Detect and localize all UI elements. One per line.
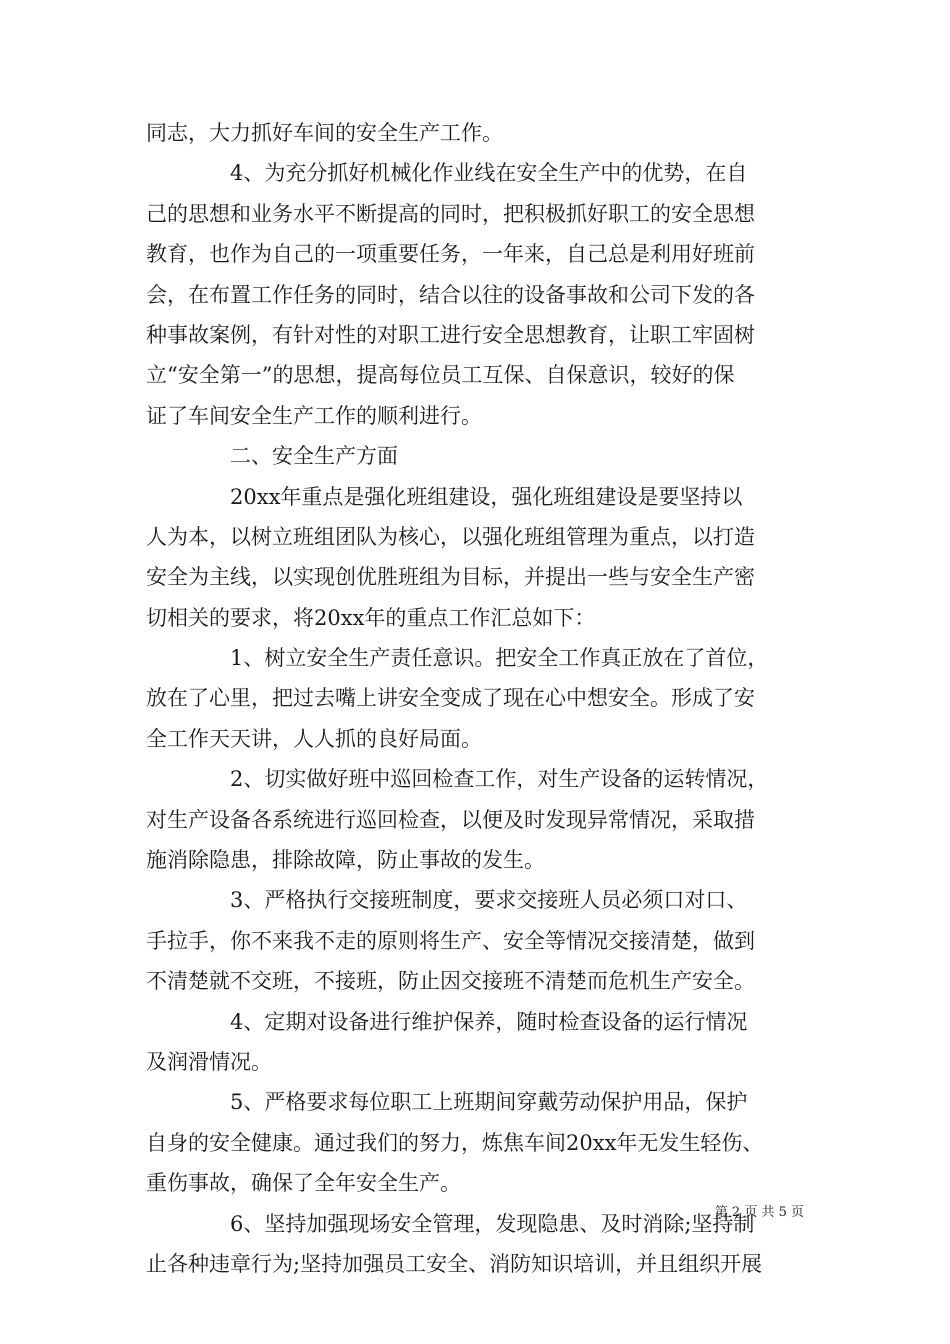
text-line: 种事故案例，有针对性的对职工进行安全思想教育，让职工牢固树 bbox=[146, 322, 755, 347]
text-line: 证了车间安全生产工作的顺利进行。 bbox=[146, 403, 482, 428]
text-line: 同志，大力抓好车间的安全生产工作。 bbox=[146, 121, 503, 145]
page-number-footer: 第 2 页 共 5 页 bbox=[714, 1205, 804, 1220]
text-line: 二、安全生产方面 bbox=[146, 444, 398, 469]
text-line: 1、树立安全生产责任意识。把安全工作真正放在了首位， bbox=[146, 646, 769, 671]
text-line: 5、严格要求每位职工上班期间穿戴劳动保护用品，保护 bbox=[146, 1090, 748, 1115]
text-line: 自身的安全健康。通过我们的努力，炼焦车间20xx年无发生轻伤、 bbox=[146, 1130, 764, 1155]
text-line: 不清楚就不交班，不接班，防止因交接班不清楚而危机生产安全。 bbox=[146, 969, 755, 994]
text-line: 施消除隐患，排除故障，防止事故的发生。 bbox=[146, 848, 545, 873]
text-line: 4、为充分抓好机械化作业线在安全生产中的优势，在自 bbox=[146, 161, 748, 186]
text-line: 6、坚持加强现场安全管理，发现隐患、及时消除;坚持制 bbox=[146, 1211, 755, 1236]
text-line: 4、定期对设备进行维护保养，随时检查设备的运行情况 bbox=[146, 1009, 748, 1034]
text-line: 安全为主线，以实现创优胜班组为目标，并提出一些与安全生产密 bbox=[146, 565, 755, 590]
text-line: 3、严格执行交接班制度，要求交接班人员必须口对口、 bbox=[146, 888, 748, 913]
text-line: 立“安全第一”的思想，提高每位员工互保、自保意识，较好的保 bbox=[146, 363, 735, 388]
text-line: 手拉手，你不来我不走的原则将生产、安全等情况交接清楚，做到 bbox=[146, 928, 755, 953]
text-line: 止各种违章行为;坚持加强员工安全、消防知识培训，并且组织开展 bbox=[146, 1251, 763, 1276]
text-line: 切相关的要求，将20xx年的重点工作汇总如下： bbox=[146, 605, 596, 630]
text-line: 2、切实做好班中巡回检查工作，对生产设备的运转情况， bbox=[146, 767, 769, 792]
text-line: 重伤事故，确保了全年安全生产。 bbox=[146, 1171, 461, 1196]
text-line: 20xx年重点是强化班组建设，强化班组建设是要坚持以 bbox=[146, 484, 743, 509]
text-line: 放在了心里，把过去嘴上讲安全变成了现在心中想安全。形成了安 bbox=[146, 686, 755, 711]
text-line: 己的思想和业务水平不断提高的同时，把积极抓好职工的安全思想 bbox=[146, 201, 755, 226]
text-line: 及润滑情况。 bbox=[146, 1049, 272, 1074]
text-line: 人为本，以树立班组团队为核心，以强化班组管理为重点，以打造 bbox=[146, 524, 755, 549]
text-line: 教育，也作为自己的一项重要任务，一年来，自己总是利用好班前 bbox=[146, 242, 755, 267]
body-text bbox=[146, 113, 806, 1284]
text-line: 对生产设备各系统进行巡回检查，以便及时发现异常情况，采取措 bbox=[146, 807, 755, 832]
text-line: 会，在布置工作任务的同时，结合以往的设备事故和公司下发的各 bbox=[146, 282, 755, 307]
text-line: 全工作天天讲，人人抓的良好局面。 bbox=[146, 726, 482, 751]
